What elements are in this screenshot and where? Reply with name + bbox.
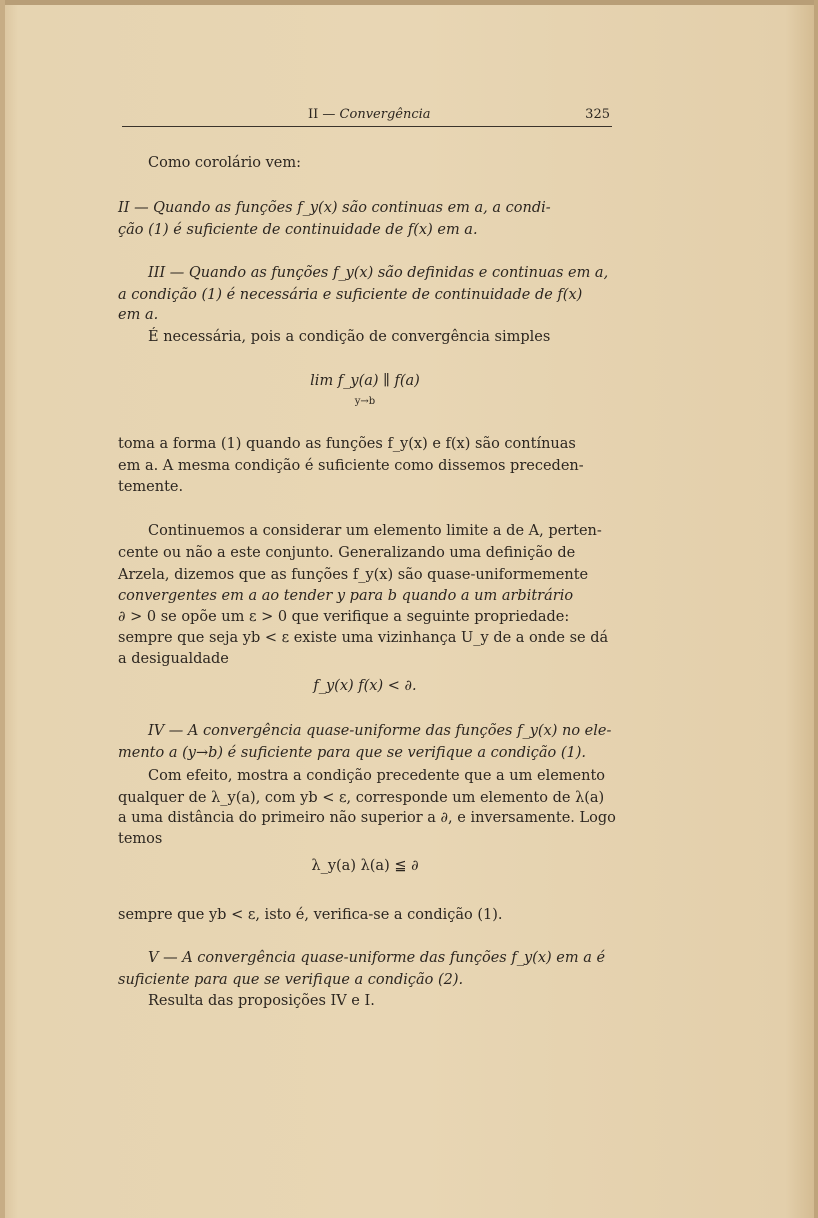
section-title: II — Convergência	[308, 107, 431, 122]
corollary-ii-line2: ção (1) é suficiente de continuidade de f(x) em a.	[118, 222, 478, 238]
corollary-iii-line2: a condição (1) é necessária e suficiente de continuidade de f(x)	[118, 287, 583, 303]
page-number: 325	[585, 107, 610, 122]
corollary-iii-line1: III — Quando as funções f_y(x) são definidas e continuas em a,	[148, 265, 609, 281]
p6-line1: Continuemos a considerar um elemento limite a de A, perten-	[148, 523, 602, 539]
p6-line5: ∂ > 0 se opõe um ε > 0 que verifique a seguinte propriedade:	[118, 609, 570, 625]
p6-line4: convergentes em a ao tender y para b quando a um arbitrário	[118, 588, 574, 604]
p8-line2: qualquer de λ_y(a), com yb < ε, corresponde um elemento de λ(a)	[118, 790, 605, 806]
corollary-iii-line3: em a.	[118, 307, 159, 323]
p11-line1: Resulta das proposições IV e I.	[148, 993, 375, 1009]
p9-line1: sempre que yb < ε, isto é, verifica-se a condição (1).	[118, 907, 503, 923]
formula-limit: lim f_y(a) ∥ f(a)	[310, 373, 420, 389]
p6-line7: a desigualdade	[118, 651, 229, 667]
proposition-v-line2: suficiente para que se verifique a condição (2).	[118, 972, 464, 988]
proposition-iv-line2: mento a (y→b) é suficiente para que se verifique a condição (1).	[118, 745, 586, 761]
proposition-iv-line1: IV — A convergência quase-uniforme das funções f_y(x) no ele-	[148, 723, 612, 739]
p8-line4: temos	[118, 831, 163, 847]
page-right-edge	[814, 0, 818, 1218]
running-head	[122, 106, 612, 127]
necessity-line: É necessária, pois a condição de convergência simples	[148, 329, 551, 345]
p5-line1: toma a forma (1) quando as funções f_y(x) e f(x) são contínuas	[118, 436, 576, 452]
page-left-edge	[0, 0, 5, 1218]
page-top-edge	[0, 0, 818, 5]
p8-line1: Com efeito, mostra a condição precedente que a um elemento	[148, 768, 606, 784]
p8-line3: a uma distância do primeiro não superior a ∂, e inversamente. Logo	[118, 810, 616, 826]
p5-line2: em a. A mesma condição é suficiente como dissemos preceden-	[118, 458, 584, 474]
p5-line3: temente.	[118, 479, 184, 495]
p6-line2: cente ou não a este conjunto. Generalizando uma definição de	[118, 545, 576, 561]
intro-line: Como corolário vem:	[148, 155, 302, 171]
formula-limit-subscript: y→b	[354, 396, 376, 407]
p6-line3: Arzela, dizemos que as funções f_y(x) são quase-uniformemente	[118, 567, 589, 583]
proposition-v-line1: V — A convergência quase-uniforme das funções f_y(x) em a é	[148, 950, 606, 966]
p6-line6: sempre que seja yb < ε existe uma vizinhança U_y de a onde se dá	[118, 630, 609, 646]
corollary-ii-line1: II — Quando as funções f_y(x) são continuas em a, a condi-	[118, 200, 551, 216]
formula-inequality: f_y(x) f(x) < ∂.	[313, 678, 417, 694]
formula-lambda: λ_y(a) λ(a) ≦ ∂	[311, 858, 419, 874]
